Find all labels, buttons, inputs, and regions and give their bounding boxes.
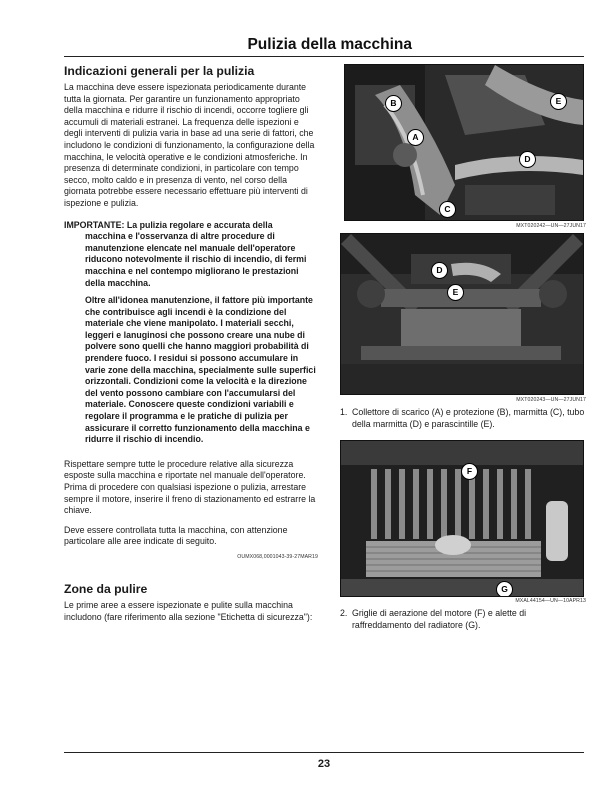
left-column [64,64,318,623]
callout-C: C [439,201,456,218]
callout-E: E [550,93,567,110]
figure3-ref: MXAL44154—UN—10APR13 [515,598,586,605]
page-number: 23 [317,758,331,770]
important-label: IMPORTANTE: [64,219,125,230]
important-notice [64,220,318,446]
callout-G: G [496,581,513,597]
intro-paragraph: La macchina deve essere ispezionata periodicamente durante tutta la giornata. Per garantire un funzionamento appropriato della macchina e ridurre il rischio di incendi, occorre togliere gli accumuli di materiali estranei. La frequenza delle ispezioni e degli interventi di pulizia varia in base ad una serie di fattori, che includono le condizioni di funzionamento, la configurazione della macchina, le velocità operative e le condizioni atmosferiche. In presenza di determinate condizioni, in particolare con tempo secco, molto caldo e in presenza di vento, nel corso della giornata potrebbe essere necessario effettuare più interventi di ispezione e pulizia. [64,82,315,208]
callout-B: B [385,95,402,112]
radiator-photo [340,440,584,597]
radiator-illustration [341,441,583,596]
caption-1-number: 1. [340,407,348,417]
caption-2 [340,608,586,631]
callout-A: A [407,129,424,146]
important-first-line [64,220,318,232]
title-divider [64,56,584,57]
right-column [340,64,586,631]
section-heading-areas-to-clean: Zone da pulire [64,581,148,596]
safety-paragraph: Rispettare sempre tutte le procedure relative alla sicurezza esposte sulla macchina e riportate nel manuale dell'operatore. Prima di procedere con qualsiasi ispezione o pulizia, arrestare sempre il motore, inserire il freno di stazionamento ed estrarre la chiave. [64,458,316,516]
callout-F: F [461,463,478,480]
section-heading-general-cleaning: Indicazioni generali per la pulizia [64,64,255,78]
reference-code: OUMX068,0001043-39-27MAR19 [237,553,318,560]
footer-divider [64,752,584,753]
important-text: macchina e l'osservanza di altre procedure di manutenzione elencate nel manuale dell'operatore riducono notevolmente il rischio di incendio, di fermi macchina e nel contempo migliorano le prestazioni della macchina. [85,231,307,288]
exhaust-illustration [345,65,583,220]
callout-E: E [447,284,464,301]
underbody-illustration [341,234,583,394]
figure1-ref: MXT020242—UN—27JUN17 [516,223,586,229]
callout-D: D [431,262,448,279]
important-first-text: La pulizia regolare e accurata della [126,219,273,230]
callout-D: D [519,151,536,168]
caption-1-text: Collettore di scarico (A) e protezione (B), marmitta (C), tubo della marmitta (D) e parascintille (E). [352,407,585,429]
underbody-photo [340,233,584,395]
exhaust-photo [344,64,584,221]
areas-paragraph: Le prime aree a essere ispezionate e pulite sulla macchina includono (fare riferimento alla sezione "Etichetta di sicurezza"): [64,599,313,622]
caption-2-text: Griglie di aerazione del motore (F) e alette di raffreddamento del radiatore (G). [352,608,527,630]
caption-1 [340,407,586,430]
inspection-paragraph: Deve essere controllata tutta la macchina, con attenzione particolare alle aree indicate di seguito. [64,524,288,547]
figure2-ref: MXT020243—UN—27JUN17 [516,397,586,403]
page-title: Pulizia della macchina [247,36,412,53]
caption-2-number: 2. [340,608,348,619]
important-paragraph-2: Oltre all'idonea manutenzione, il fattore più importante che contribuisce agli incendi è la condizione del materiale che viene manipolato. I materiali secchi, leggeri e lanuginosi che possono creare una nube di polvere sono quelli che hanno maggiori probabilità di prendere fuoco. I residui si possono accumulare in varie zone della macchina, specialmente sulle superfici orizzontali. Condizioni come la velocità e la direzione del vento possono cambiare con l'accumularsi del materiale. Conoscere queste condizioni variabili e regolare il programma e le pratiche di pulizia per assicurare il corretto funzionamento della macchina e ridurre il rischio di incendio. [85,295,316,445]
